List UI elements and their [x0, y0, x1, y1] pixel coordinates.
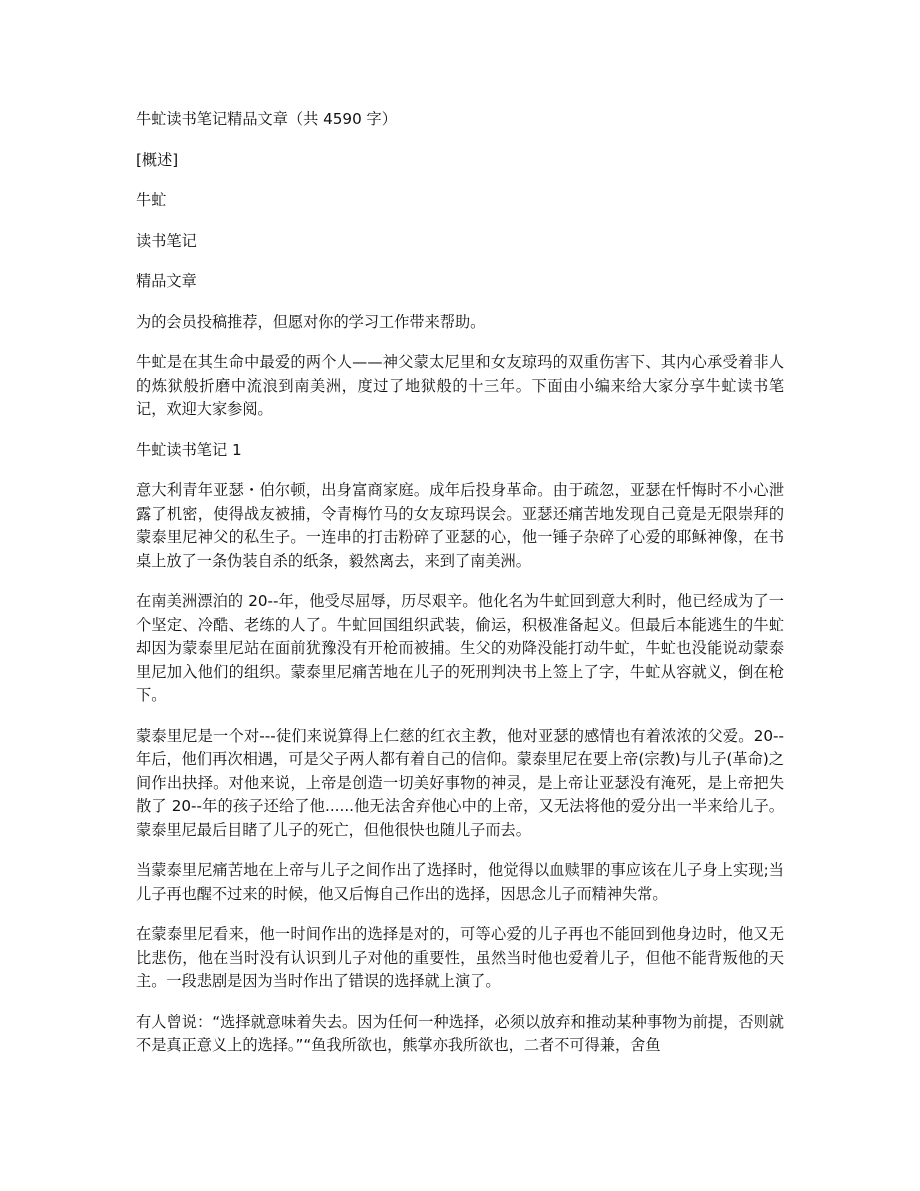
body-paragraph: 在南美洲漂泊的 20--年，他受尽屈辱，历尽艰辛。他化名为牛虻回到意大利时，他已经成为了一个坚定、冷酷、老练的人了。牛虻回国组织武装，偷运，积极准备起义。但最后本能逃生的牛虻却因为蒙泰里尼站在面前犹豫没有开枪而被捕。生父的劝降没能打动牛虻，牛虻也没能说动蒙泰里尼加入他们的组织。蒙泰里尼痛苦地在儿子的死刑判决书上签上了字，牛虻从容就义，倒在枪下。 [136, 592, 784, 704]
keyword-line: 读书笔记 [136, 231, 197, 250]
body-paragraph: 在蒙泰里尼看来，他一时间作出的选择是对的，可等心爱的儿子再也不能回到他身边时，他又无比悲伤，他在当时没有认识到儿子对他的重要性，虽然当时他也爱着儿子，但他不能背叛他的天主。一段悲剧是因为当时作出了错误的选择就上演了。 [136, 925, 784, 990]
keyword-line: 牛虻 [136, 191, 167, 209]
document-title: 牛虻读书笔记精品文章（共 4590 字） [136, 110, 397, 128]
document-page [136, 108, 784, 1058]
intro-paragraph: 为的会员投稿推荐，但愿对你的学习工作带来帮助。 [136, 312, 486, 331]
body-paragraph: 当蒙泰里尼痛苦地在上帝与儿子之间作出了选择时，他觉得以血赎罪的事应该在儿子身上实现;当儿子再也醒不过来的时候，他又后悔自己作出的选择，因思念儿子而精神失常。 [136, 861, 784, 903]
keyword-line: 精品文章 [136, 272, 197, 290]
summary-paragraph: 牛虻是在其生命中最爱的两个人——神父蒙太尼里和女友琼玛的双重伤害下、其内心承受着非人的炼狱般折磨中流浪到南美洲，度过了地狱般的十三年。下面由小编来给大家分享牛虻读书笔记，欢迎大家参阅。 [136, 353, 784, 418]
overview-label: [概述] [136, 150, 179, 169]
body-paragraph: 意大利青年亚瑟・伯尔顿，出身富商家庭。成年后投身革命。由于疏忽，亚瑟在忏悔时不小心泄露了机密，使得战友被捕，令青梅竹马的女友琼玛误会。亚瑟还痛苦地发现自己竟是无限崇拜的蒙泰里尼神父的私生子。一连串的打击粉碎了亚瑟的心，他一锤子杂碎了心爱的耶稣神像，在书桌上放了一条伪装自杀的纸条，毅然离去，来到了南美洲。 [136, 481, 784, 570]
section-heading: 牛虻读书笔记 1 [136, 440, 242, 459]
body-paragraph: 有人曾说：“选择就意味着失去。因为任何一种选择，必须以放弃和推动某种事物为前提，否则就不是真正意义上的选择。”“鱼我所欲也，熊掌亦我所欲也，二者不可得兼，舍鱼 [136, 1012, 784, 1054]
body-paragraph: 蒙泰里尼是一个对---徒们来说算得上仁慈的红衣主教，他对亚瑟的感情也有着浓浓的父爱。20--年后，他们再次相遇，可是父子两人都有着自己的信仰。蒙泰里尼在要上帝(宗教)与儿子(革命)之间作出抉择。对他来说，上帝是创造一切美好事物的神灵，是上帝让亚瑟没有淹死，是上帝把失散了 20--年的孩子还给了他......他无法舍弃他心中的上帝，又无法将他的爱分出一半来给儿子。蒙泰里尼最后目睹了儿子的死亡，但他很快也随儿子而去。 [136, 726, 784, 839]
